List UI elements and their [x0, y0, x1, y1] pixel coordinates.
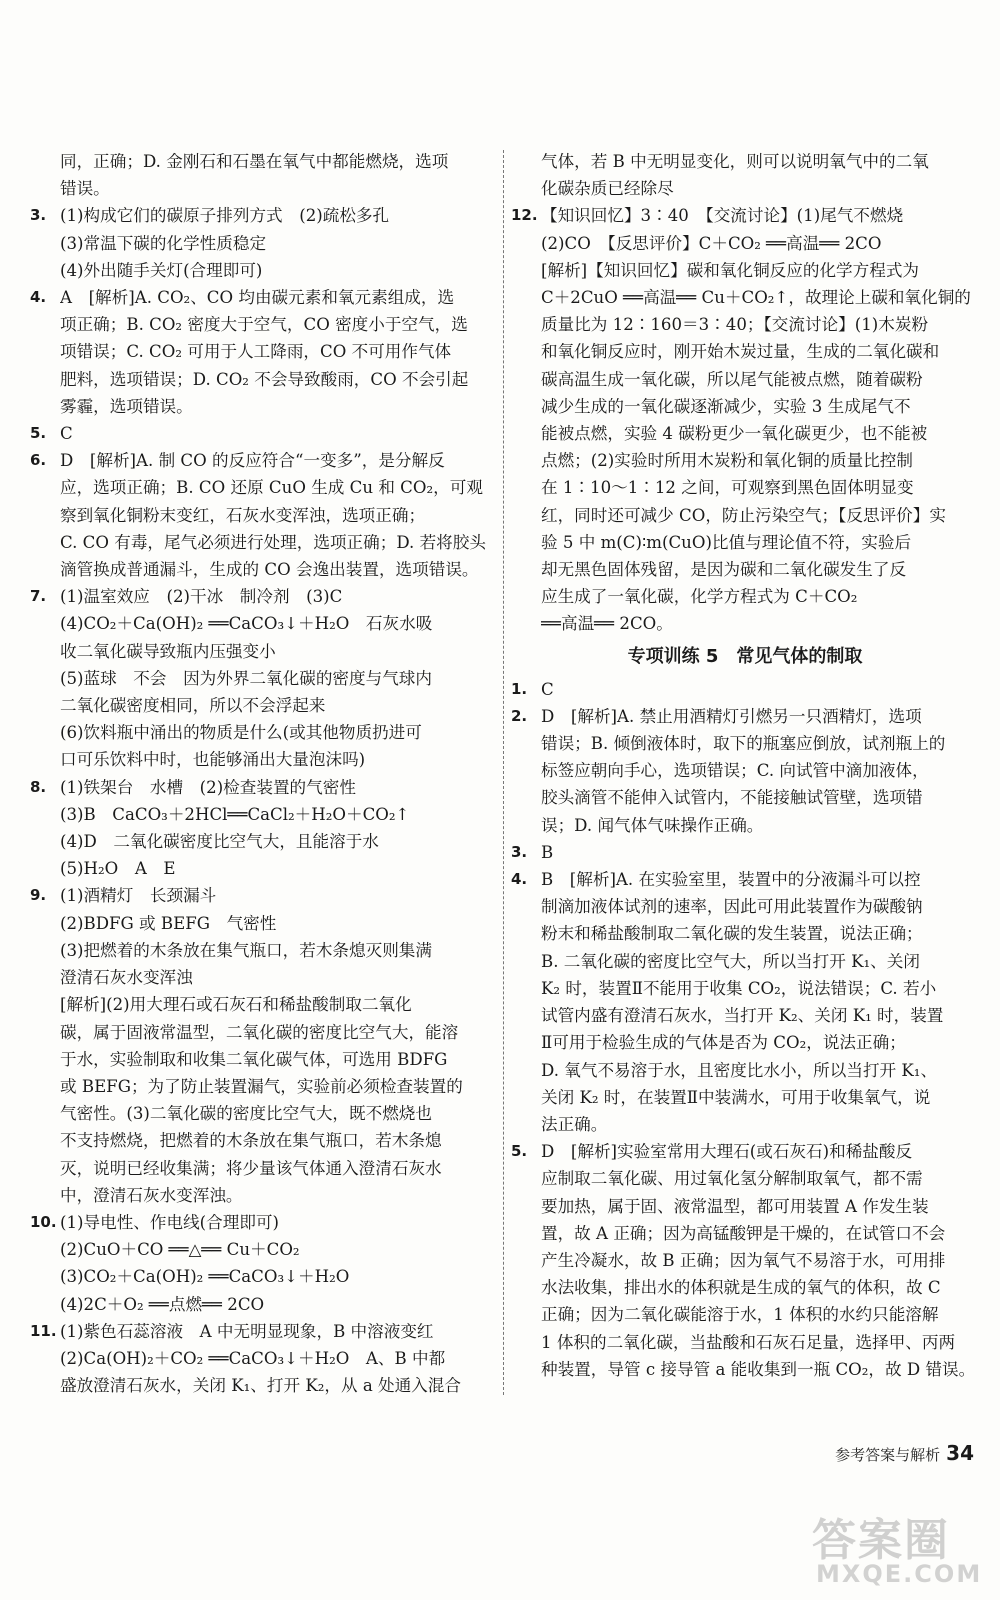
answer-item — [511, 839, 979, 866]
question-number: 5. — [511, 1142, 528, 1161]
answer-body — [60, 284, 498, 420]
question-number: 6. — [30, 451, 47, 470]
watermark-logo — [812, 1502, 982, 1592]
text-line: 制滴加液体试剂的速率，因此可用此装置作为碳酸钠 — [541, 897, 923, 917]
text-line: (5)H₂O A E — [60, 859, 176, 879]
text-line: D [解析]A. 禁止用酒精灯引燃另一只酒精灯，选项 — [541, 706, 922, 726]
answer-body — [541, 703, 979, 839]
text-line: (5)蓝球 不会 因为外界二氧化碳的密度与气球内 — [60, 668, 432, 688]
text-line: 法正确。 — [541, 1114, 608, 1134]
text-line: (1)紫色石蕊溶液 A 中无明显现象，B 中溶液变红 — [60, 1321, 434, 1341]
text-line: 碳，属于固液常温型，二氧化碳的密度比空气大，能溶 — [60, 1022, 459, 1042]
text-line: 在 1∶10～1∶12 之间，可观察到黑色固体明显变 — [541, 478, 914, 498]
answer-continuation — [511, 148, 979, 202]
answer-item — [511, 676, 979, 703]
text-line: 察到氧化铜粉末变红，石灰水变浑浊，选项正确； — [60, 505, 426, 525]
question-number: 7. — [30, 587, 47, 606]
text-line: C＋2CuO ══高温══ Cu＋CO₂↑，故理论上碳和氧化铜的 — [541, 288, 971, 308]
text-line: 应，选项正确；B. CO 还原 CuO 生成 Cu 和 CO₂，可观 — [60, 478, 483, 498]
text-line: (4)外出随手关灯(合理即可) — [60, 260, 263, 280]
text-line: 或 BEFG；为了防止装置漏气，实验前必须检查装置的 — [60, 1076, 463, 1096]
text-line: (2)CuO＋CO ══△══ Cu＋CO₂ — [60, 1240, 300, 1260]
text-line: (4)CO₂＋Ca(OH)₂ ══CaCO₃↓＋H₂O 石灰水吸 — [60, 614, 433, 634]
text-line: A [解析]A. CO₂、CO 均由碳元素和氧元素组成，选 — [60, 288, 455, 308]
text-line: 于水，实验制取和收集二氧化碳气体，可选用 BDFG — [60, 1049, 448, 1069]
text-line: (2)BDFG 或 BEFG 气密性 — [60, 913, 277, 933]
answer-body — [541, 1138, 979, 1383]
right-column — [511, 148, 979, 1383]
text-line: 产生冷凝水，故 B 正确；因为氧气不易溶于水，可用排 — [541, 1250, 946, 1270]
text-line: [解析](2)用大理石或石灰石和稀盐酸制取二氧化 — [60, 995, 412, 1015]
text-line: 1 体积的二氧化碳，当盐酸和石灰石足量，选择甲、丙两 — [541, 1332, 956, 1352]
text-line: 标签应朝向手心，选项错误；C. 向试管中滴加液体， — [541, 761, 929, 781]
text-line: [解析]【知识回忆】碳和氧化铜反应的化学方程式为 — [541, 260, 920, 280]
answer-item — [30, 202, 498, 284]
text-line: 错误；B. 倾倒液体时，取下的瓶塞应倒放，试剂瓶上的 — [541, 734, 946, 754]
text-line: (1)铁架台 水槽 (2)检查装置的气密性 — [60, 777, 356, 797]
text-line: 水法收集，排出水的体积就是生成的氧气的体积，故 C — [541, 1278, 941, 1298]
text-line: 中，澄清石灰水变浑浊。 — [60, 1185, 243, 1205]
answer-body — [541, 676, 979, 703]
text-line: 气体，若 B 中无明显变化，则可以说明氧气中的二氧 — [541, 152, 929, 171]
text-line: 化碳杂质已经除尽 — [541, 179, 674, 199]
left-column — [30, 148, 498, 1399]
answer-body — [60, 202, 498, 284]
text-line: 试管内盛有澄清石灰水，当打开 K₂、关闭 K₁ 时，装置 — [541, 1006, 944, 1026]
text-line: 关闭 K₂ 时，在装置Ⅱ中装满水，可用于收集氧气，说 — [541, 1087, 931, 1107]
text-line: 雾霾，选项错误。 — [60, 396, 193, 416]
answer-body — [541, 866, 979, 1138]
answer-item — [30, 447, 498, 583]
answer-item — [30, 774, 498, 883]
answer-body — [60, 420, 498, 447]
answer-continuation — [30, 991, 498, 1209]
question-number: 8. — [30, 777, 47, 796]
text-line: 气密性。(3)二氧化碳的密度比空气大，既不燃烧也 — [60, 1104, 432, 1124]
question-number — [30, 148, 60, 202]
column-divider — [503, 150, 504, 1395]
answer-item — [511, 866, 979, 1138]
answer-item — [30, 583, 498, 773]
text-line: (2)Ca(OH)₂＋CO₂ ══CaCO₃↓＋H₂O A、B 中都 — [60, 1348, 446, 1368]
text-line: C — [541, 679, 554, 699]
question-number: 4. — [511, 870, 528, 889]
text-line: C — [60, 424, 73, 444]
answer-continuation — [30, 148, 498, 202]
text-line: (4)D 二氧化碳密度比空气大，且能溶于水 — [60, 832, 379, 852]
text-line: 同，正确；D. 金刚石和石墨在氧气中都能燃烧，选项 — [60, 152, 449, 171]
question-number: 3. — [30, 206, 47, 225]
question-number — [511, 148, 541, 202]
answer-body — [60, 882, 498, 991]
answer-body — [60, 774, 498, 883]
text-line: 要加热，属于固、液常温型，都可用装置 A 作发生装 — [541, 1196, 929, 1216]
answer-body — [541, 839, 979, 866]
watermark-url: MXQE.COM — [816, 1560, 983, 1588]
text-line: 种装置，导管 c 接导管 a 能收集到一瓶 CO₂，故 D 错误。 — [541, 1359, 976, 1379]
text-line: 二氧化碳密度相同，所以不会浮起来 — [60, 696, 326, 716]
question-number: 2. — [511, 706, 528, 725]
text-line: D [解析]A. 制 CO 的反应符合“一变多”，是分解反 — [60, 451, 445, 471]
text-line: 口可乐饮料中时，也能够涌出大量泡沫吗) — [60, 750, 366, 770]
text-line: (3)B CaCO₃＋2HCl══CaCl₂＋H₂O＋CO₂↑ — [60, 804, 410, 824]
text-line: 澄清石灰水变浑浊 — [60, 968, 193, 988]
text-line: C. CO 有毒，尾气必须进行处理，选项正确；D. 若将胶头 — [60, 532, 486, 552]
question-number: 1. — [511, 679, 528, 698]
text-line: (6)饮料瓶中涌出的物质是什么(或其他物质扔进可 — [60, 723, 422, 743]
text-line: 误；D. 闻气体气味操作正确。 — [541, 815, 764, 835]
answer-item — [511, 202, 979, 637]
watermark-text: 答案圈 — [812, 1515, 950, 1566]
text-line: D. 氧气不易溶于水，且密度比水小，所以当打开 K₁、 — [541, 1060, 938, 1080]
text-line: 能被点燃，实验 4 碳粉更少一氧化碳更少，也不能被 — [541, 424, 928, 444]
text-line: 不支持燃烧，把燃着的木条放在集气瓶口，若木条熄 — [60, 1131, 442, 1151]
answer-item — [30, 284, 498, 420]
text-line: 点燃；(2)实验时所用木炭粉和氧化铜的质量比控制 — [541, 451, 913, 471]
question-number: 5. — [30, 424, 47, 443]
text-line: 盛放澄清石灰水，关闭 K₁、打开 K₂，从 a 处通入混合 — [60, 1376, 461, 1396]
text-line: 项正确；B. CO₂ 密度大于空气，CO 密度小于空气，选 — [60, 315, 468, 335]
question-number: 12. — [511, 206, 538, 225]
question-number: 9. — [30, 886, 47, 905]
text-line: 收二氧化碳导致瓶内压强变小 — [60, 641, 276, 661]
text-line: (2)CO 【反思评价】C＋CO₂ ══高温══ 2CO — [541, 233, 882, 253]
answer-item — [511, 703, 979, 839]
section-heading: 专项训练 5 常见气体的制取 — [627, 645, 863, 667]
text-line: B — [541, 842, 554, 862]
text-line: 红，同时还可减少 CO，防止污染空气；【反思评价】实 — [541, 505, 946, 525]
text-line: (1)构成它们的碳原子排列方式 (2)疏松多孔 — [60, 206, 390, 226]
text-line: K₂ 时，装置Ⅱ不能用于收集 CO₂，说法错误；C. 若小 — [541, 978, 937, 998]
question-number: 4. — [30, 288, 47, 307]
text-line: 【知识回忆】3∶40 【交流讨论】(1)尾气不燃烧 — [541, 206, 904, 226]
text-line: (3)常温下碳的化学性质稳定 — [60, 233, 267, 253]
text-line: 和氧化铜反应时，刚开始木炭过量，生成的二氧化碳和 — [541, 342, 940, 362]
text-line: B [解析]A. 在实验室里，装置中的分液漏斗可以控 — [541, 870, 921, 890]
text-line: 质量比为 12∶160＝3∶40；【交流讨论】(1)木炭粉 — [541, 315, 929, 335]
text-line: 肥料，选项错误；D. CO₂ 不会导致酸雨，CO 不会引起 — [60, 369, 469, 389]
text-line: D [解析]实验室常用大理石(或石灰石)和稀盐酸反 — [541, 1142, 913, 1162]
text-line: 置，故 A 正确；因为高锰酸钾是干燥的，在试管口不会 — [541, 1223, 946, 1243]
answer-body — [60, 447, 498, 583]
footer-label: 参考答案与解析 — [835, 1446, 941, 1464]
text-line: 正确；因为二氧化碳能溶于水，1 体积的水约只能溶解 — [541, 1305, 939, 1325]
text-line: 粉末和稀盐酸制取二氧化碳的发生装置，说法正确； — [541, 924, 923, 944]
question-number: 11. — [30, 1321, 57, 1340]
answer-item — [30, 420, 498, 447]
text-line: 却无黑色固体残留，是因为碳和二氧化碳发生了反 — [541, 560, 907, 580]
text-line: 错误。 — [60, 179, 110, 199]
text-line: (3)CO₂＋Ca(OH)₂ ══CaCO₃↓＋H₂O — [60, 1267, 350, 1287]
answer-item — [30, 882, 498, 991]
answer-body — [60, 1209, 498, 1318]
answer-body — [541, 202, 979, 637]
question-number — [30, 991, 60, 1209]
text-line: (1)酒精灯 长颈漏斗 — [60, 886, 217, 906]
text-line: (3)把燃着的木条放在集气瓶口，若木条熄灭则集满 — [60, 940, 432, 960]
text-line: Ⅱ可用于检验生成的气体是否为 CO₂，说法正确； — [541, 1033, 906, 1053]
answer-item — [30, 1209, 498, 1318]
text-line: 应制取二氧化碳、用过氧化氢分解制取氧气，都不需 — [541, 1169, 923, 1189]
text-line: (1)导电性、作电线(合理即可) — [60, 1212, 279, 1232]
text-line: 碳高温生成一氧化碳，所以尾气能被点燃，随着碳粉 — [541, 369, 923, 389]
text-line: ══高温══ 2CO。 — [541, 614, 673, 634]
answer-body — [60, 583, 498, 773]
text-line: 应生成了一氧化碳，化学方程式为 C＋CO₂ — [541, 587, 858, 607]
answer-body — [60, 991, 498, 1209]
question-number: 3. — [511, 842, 528, 861]
text-line: 滴管换成普通漏斗，生成的 CO 会逸出装置，选项错误。 — [60, 560, 479, 580]
text-line: (1)温室效应 (2)干冰 制冷剂 (3)C — [60, 587, 343, 607]
page-number: 34 — [946, 1441, 974, 1465]
page-footer — [835, 1441, 974, 1465]
text-line: B. 二氧化碳的密度比空气大，所以当打开 K₁、关闭 — [541, 951, 920, 971]
answer-item — [511, 1138, 979, 1383]
answer-body — [60, 1318, 498, 1400]
text-line: 灭，说明已经收集满；将少量该气体通入澄清石灰水 — [60, 1158, 442, 1178]
text-line: 减少生成的一氧化碳逐渐减少，实验 3 生成尾气不 — [541, 396, 911, 416]
text-line: (4)2C＋O₂ ══点燃══ 2CO — [60, 1294, 265, 1314]
answer-body — [541, 148, 979, 202]
text-line: 验 5 中 m(C)∶m(CuO)比值与理论值不符，实验后 — [541, 532, 912, 552]
text-line: 项错误；C. CO₂ 可用于人工降雨，CO 不可用作气体 — [60, 342, 452, 362]
text-line: 胶头滴管不能伸入试管内，不能接触试管壁，选项错 — [541, 788, 923, 808]
answer-body — [60, 148, 498, 202]
answer-item — [30, 1318, 498, 1400]
question-number: 10. — [30, 1212, 57, 1231]
